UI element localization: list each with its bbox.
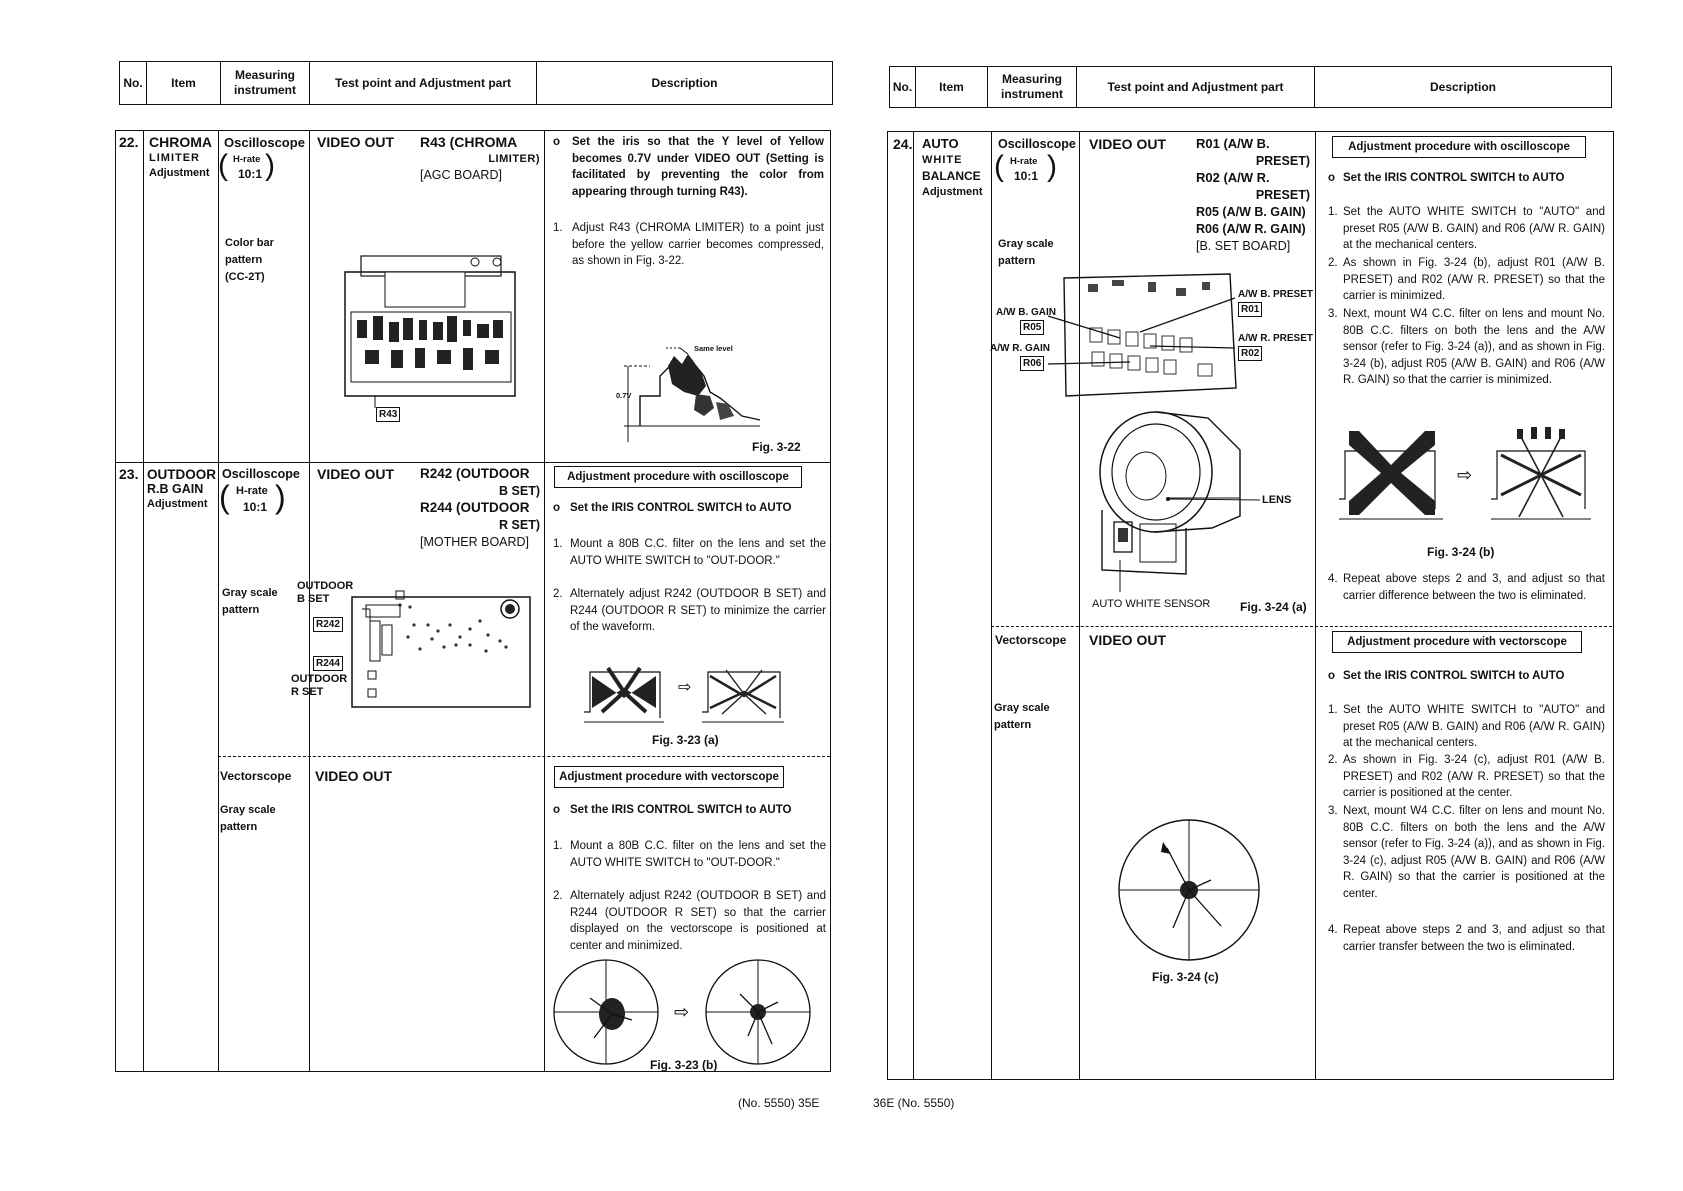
row22-item-title: CHROMA: [149, 134, 212, 150]
row24-vec-bullet: o: [1328, 670, 1336, 682]
right-page-number: 36E (No. 5550): [873, 1096, 955, 1110]
row24-paren-left: (: [994, 150, 1004, 183]
row24-osc-bullet: o: [1328, 172, 1336, 184]
row24-osc-step3-number: 3.: [1328, 308, 1338, 320]
label-aw-r-gain: A/W R. GAIN: [990, 343, 1050, 354]
label-aw-b-gain: A/W B. GAIN: [996, 307, 1056, 318]
fig-3-24b-waveforms: [1335, 425, 1605, 531]
row23-test-point-bset: B SET): [499, 484, 540, 498]
row24-tp-r02-preset: PRESET): [1255, 188, 1310, 202]
row24-item-sub: WHITE: [922, 154, 963, 166]
fig-3-23b-caption: Fig. 3-23 (b): [650, 1058, 718, 1072]
row22-item-sub: LIMITER: [149, 152, 200, 164]
mother-board-diagram: [310, 585, 540, 725]
row24-instrument: Oscilloscope: [998, 137, 1076, 151]
row23-instrument: Oscilloscope: [222, 467, 300, 481]
row23-test-point-videoout: VIDEO OUT: [317, 466, 395, 482]
svg-text:⇨: ⇨: [1457, 465, 1473, 486]
wave-label-07v: 0.7V: [616, 391, 632, 400]
row23-osc-step1-number: 1.: [553, 538, 563, 550]
row23-vec-step1-number: 1.: [553, 840, 563, 852]
row24-vec-procedure-box: Adjustment procedure with vectorscope: [1332, 631, 1582, 653]
row24-test-point-videoout: VIDEO OUT: [1089, 136, 1167, 152]
row24-osc-step4-number: 4.: [1328, 573, 1338, 585]
header-description: Description: [1429, 79, 1496, 94]
row24-osc-step2: As shown in Fig. 3-24 (b), adjust R01 (A/W B. PRESET) and R02 (A/W R. PRESET) so that the carrier is minimized.: [1343, 257, 1605, 302]
row22-bullet: o: [553, 136, 561, 148]
row24-tp-board: [B. SET BOARD]: [1196, 239, 1291, 253]
row23-paren-left: (: [219, 479, 230, 515]
row23-test-point-rset: R SET): [499, 518, 540, 532]
row24-tp-r02: R02 (A/W R.: [1196, 170, 1270, 185]
row22-desc-step1: Adjust R43 (CHROMA LIMITER) to a point just before the yellow carrier becomes compressed, as shown in Fig. 3-22.: [572, 222, 824, 267]
row24-osc-step4: Repeat above steps 2 and 3, and adjust so that carrier difference between the two is eliminated.: [1343, 573, 1605, 602]
row23-vec-step2-number: 2.: [553, 890, 563, 902]
camera-lens-diagram: [1090, 410, 1290, 590]
left-table-header: [119, 61, 833, 105]
row22-item-adjustment: Adjustment: [149, 167, 210, 179]
row23-ratio: 10:1: [243, 500, 268, 514]
wave-label-same-level: Same level: [694, 344, 733, 353]
row23-osc-procedure-box: Adjustment procedure with oscilloscope: [554, 466, 802, 488]
row23-pattern: Gray scale pattern: [222, 587, 278, 616]
label-aw-b-preset: A/W B. PRESET: [1238, 289, 1314, 300]
row22-instrument: Oscilloscope: [224, 135, 305, 150]
row24-tp-r01-preset: PRESET): [1255, 154, 1310, 168]
label-r02: R02: [1238, 346, 1262, 361]
svg-text:⇨: ⇨: [674, 1002, 690, 1023]
row24-item-title: AUTO: [922, 136, 959, 151]
row24-vec-step4: Repeat above steps 2 and 3, and adjust so that carrier transfer between the two is eliminated.: [1343, 924, 1605, 953]
row23-number: 23.: [119, 466, 139, 482]
fig-3-24c-caption: Fig. 3-24 (c): [1152, 970, 1219, 984]
header-measuring-instrument: Measuring instrument: [988, 67, 1077, 107]
row22-test-point-videoout: VIDEO OUT: [317, 134, 395, 150]
row24-paren-right: ): [1047, 150, 1057, 183]
row23-vec-instrument: Vectorscope: [220, 769, 292, 783]
row22-h-rate: H-rate: [233, 154, 261, 165]
row23-paren-right: ): [275, 479, 286, 515]
row24-vec-instrument: Vectorscope: [995, 633, 1067, 647]
row24-pattern: Gray scale pattern: [998, 238, 1054, 267]
row23-test-point-r244: R244 (OUTDOOR: [420, 500, 530, 515]
row23-vec-intro: Set the IRIS CONTROL SWITCH to AUTO: [570, 804, 792, 816]
row23-vec-bullet: o: [553, 804, 561, 816]
row24-osc-step2-number: 2.: [1328, 257, 1338, 269]
row23-osc-intro: Set the IRIS CONTROL SWITCH to AUTO: [570, 502, 792, 514]
row23-item-title: OUTDOOR: [147, 467, 216, 482]
agc-board-diagram: [335, 250, 525, 420]
fig-3-24b-caption: Fig. 3-24 (b): [1427, 545, 1495, 559]
row23-item-sub: R.B GAIN: [147, 482, 204, 496]
row24-vec-pattern: Gray scale pattern: [994, 702, 1050, 731]
label-auto-white-sensor: AUTO WHITE SENSOR: [1092, 598, 1211, 610]
header-item: Item: [147, 62, 221, 104]
row23-h-rate: H-rate: [236, 485, 268, 497]
label-r06: R06: [1020, 356, 1044, 371]
header-item: Item: [916, 67, 988, 107]
fig-3-22-caption: Fig. 3-22: [752, 440, 801, 454]
row23-osc-step1: Mount a 80B C.C. filter on the lens and set the AUTO WHITE SWITCH to "OUT-DOOR.": [570, 538, 826, 567]
row24-vec-intro: Set the IRIS CONTROL SWITCH to AUTO: [1343, 670, 1565, 682]
row24-h-rate: H-rate: [1010, 156, 1038, 167]
row24-vec-step4-number: 4.: [1328, 924, 1338, 936]
row24-item-adjustment: Adjustment: [922, 186, 983, 198]
row23-vec-test-point: VIDEO OUT: [315, 768, 393, 784]
header-measuring-instrument: Measuring instrument: [221, 62, 310, 104]
row24-item-sub2: BALANCE: [922, 169, 981, 183]
row23-osc-step2: Alternately adjust R242 (OUTDOOR B SET) and R244 (OUTDOOR R SET) to minimize the carrier of the waveform.: [570, 588, 826, 633]
right-table-header: [889, 66, 1612, 108]
fig-3-23b-vectorscopes: [550, 958, 820, 1066]
board-label-outdoor-r: OUTDOOR: [291, 673, 348, 685]
row23-vec-step1: Mount a 80B C.C. filter on the lens and set the AUTO WHITE SWITCH to "OUT-DOOR.": [570, 840, 826, 869]
row23-vec-pattern: Gray scale pattern: [220, 804, 276, 833]
row24-tp-r05: R05 (A/W B. GAIN): [1196, 205, 1306, 219]
left-page-number: (No. 5550) 35E: [738, 1096, 820, 1110]
row23-osc-bullet: o: [553, 502, 561, 514]
row23-osc-step2-number: 2.: [553, 588, 563, 600]
header-no: No.: [120, 62, 147, 104]
board-label-r-set: R SET: [291, 686, 324, 698]
row22-pattern: Color bar pattern (CC-2T): [225, 237, 274, 283]
row23-test-point-r242: R242 (OUTDOOR: [420, 466, 530, 481]
row24-vec-step2-number: 2.: [1328, 754, 1338, 766]
row24-vec-step2: As shown in Fig. 3-24 (c), adjust R01 (A/W B. PRESET) and R02 (A/W R. PRESET) so that the carrier is positioned at the center.: [1343, 754, 1605, 799]
label-r05: R05: [1020, 320, 1044, 335]
row22-test-point-limiter: LIMITER): [488, 153, 540, 165]
row24-tp-r01: R01 (A/W B.: [1196, 136, 1270, 151]
row24-tp-r06: R06 (A/W R. GAIN): [1196, 222, 1306, 236]
row24-vec-step1-number: 1.: [1328, 704, 1338, 716]
board-label-outdoor-b: OUTDOOR: [297, 580, 354, 592]
row22-test-point-r43: R43 (CHROMA: [420, 134, 518, 150]
row24-vec-step3: Next, mount W4 C.C. filter on lens and mount No. 80B C.C. filters on both the lens and the A/W sensor (refer to Fig. 3-24 (a)), and as shown in Fig. 3-24 (c), adjust R05 (A/W B. GAIN) and R06 (A/W R. GAIN) so that the carrier is positioned at the center.: [1343, 805, 1605, 900]
row24-osc-procedure-box: Adjustment procedure with oscilloscope: [1332, 136, 1586, 158]
fig-3-23a-caption: Fig. 3-23 (a): [652, 733, 719, 747]
label-aw-r-preset: A/W R. PRESET: [1238, 333, 1314, 344]
row23-item-adjustment: Adjustment: [147, 498, 208, 510]
row24-vec-test-point: VIDEO OUT: [1089, 632, 1167, 648]
row24-vec-step1: Set the AUTO WHITE SWITCH to "AUTO" and preset R05 (A/W B. GAIN) and R06 (A/W R. GAIN) at the mechanical centers.: [1343, 704, 1605, 749]
row22-paren-left: (: [218, 149, 228, 182]
row22-board-label-r43: R43: [376, 407, 400, 422]
row22-desc-intro: Set the iris so that the Y level of Yellow becomes 0.7V under VIDEO OUT (Setting is facilitated by preventing the color from appearing through turning R43).: [572, 136, 824, 198]
label-r01: R01: [1238, 302, 1262, 317]
board-label-r242: R242: [313, 617, 343, 632]
row22-step1-number: 1.: [553, 222, 563, 234]
fig-3-23a-waveforms: [580, 648, 800, 730]
fig-3-24c-vectorscope: [1117, 818, 1261, 962]
fig-3-24a-caption: Fig. 3-24 (a): [1240, 600, 1307, 614]
row24-vec-step3-number: 3.: [1328, 805, 1338, 817]
fig-3-22-waveform: [610, 336, 770, 446]
row22-ratio: 10:1: [238, 167, 263, 181]
header-description: Description: [651, 75, 718, 90]
row22-number: 22.: [119, 134, 139, 150]
row24-osc-step3: Next, mount W4 C.C. filter on lens and mount No. 80B C.C. filters on both the lens and the A/W sensor (refer to Fig. 3-24 (a)), and as shown in Fig. 3-24 (b), adjust R05 (A/W B. GAIN) and R06 (A/W R. GAIN) so that the carrier is minimized.: [1343, 308, 1605, 386]
row22-paren-right: ): [265, 149, 275, 182]
row24-osc-step1-number: 1.: [1328, 206, 1338, 218]
header-no: No.: [890, 67, 916, 107]
row24-number: 24.: [893, 136, 913, 152]
row24-ratio: 10:1: [1014, 169, 1039, 183]
row23-vec-step2: Alternately adjust R242 (OUTDOOR B SET) and R244 (OUTDOOR R SET) so that the carrier displayed on the vectorscope is positioned at center and minimized.: [570, 890, 826, 952]
row24-osc-step1: Set the AUTO WHITE SWITCH to "AUTO" and preset R05 (A/W B. GAIN) and R06 (A/W R. GAIN) at the mechanical centers.: [1343, 206, 1605, 251]
row24-osc-intro: Set the IRIS CONTROL SWITCH to AUTO: [1343, 172, 1565, 184]
label-lens: LENS: [1262, 494, 1292, 506]
board-label-r244: R244: [313, 656, 343, 671]
row22-test-point-board: [AGC BOARD]: [420, 168, 502, 182]
header-test-point: Test point and Adjustment part: [310, 62, 537, 104]
row23-vec-procedure-box: Adjustment procedure with vectorscope: [554, 766, 784, 788]
svg-text:⇨: ⇨: [678, 677, 692, 696]
header-test-point: Test point and Adjustment part: [1077, 67, 1315, 107]
board-label-b-set: B SET: [297, 593, 330, 605]
row23-test-point-board: [MOTHER BOARD]: [420, 535, 530, 549]
